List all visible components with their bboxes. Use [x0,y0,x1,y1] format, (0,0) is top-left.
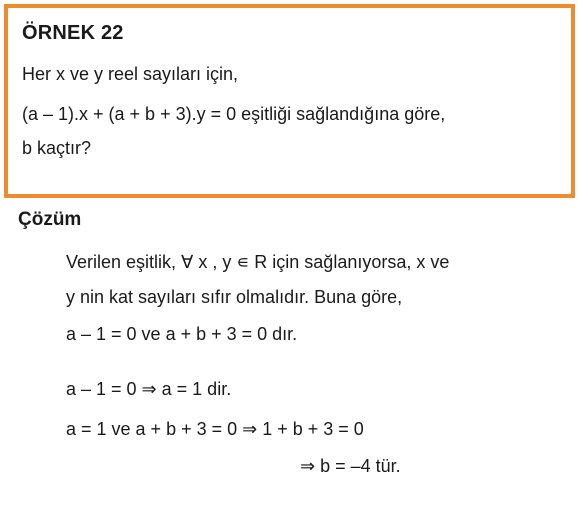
question-line-1: Her x ve y reel sayıları için, [22,64,239,84]
solution-line-4: a – 1 = 0 ⇒ a = 1 dir. [66,379,232,399]
solution-line-2: y nin kat sayıları sıfır olmalıdır. Buna göre, [66,287,403,307]
question-line-2: (a – 1).x + (a + b + 3).y = 0 eşitliği sağlandığına göre, [22,104,446,124]
solution-line-3: a – 1 = 0 ve a + b + 3 = 0 dır. [66,324,298,344]
solution-title: Çözüm [18,209,82,230]
solution-line-6: ⇒ b = –4 tür. [300,456,401,476]
solution-line-5: a = 1 ve a + b + 3 = 0 ⇒ 1 + b + 3 = 0 [66,419,364,439]
question-line-3: b kaçtır? [22,138,92,158]
solution-line-1: Verilen eşitlik, ∀ x , y ∊ R için sağlanıyorsa, x ve [66,252,450,272]
example-title: ÖRNEK 22 [22,22,124,44]
